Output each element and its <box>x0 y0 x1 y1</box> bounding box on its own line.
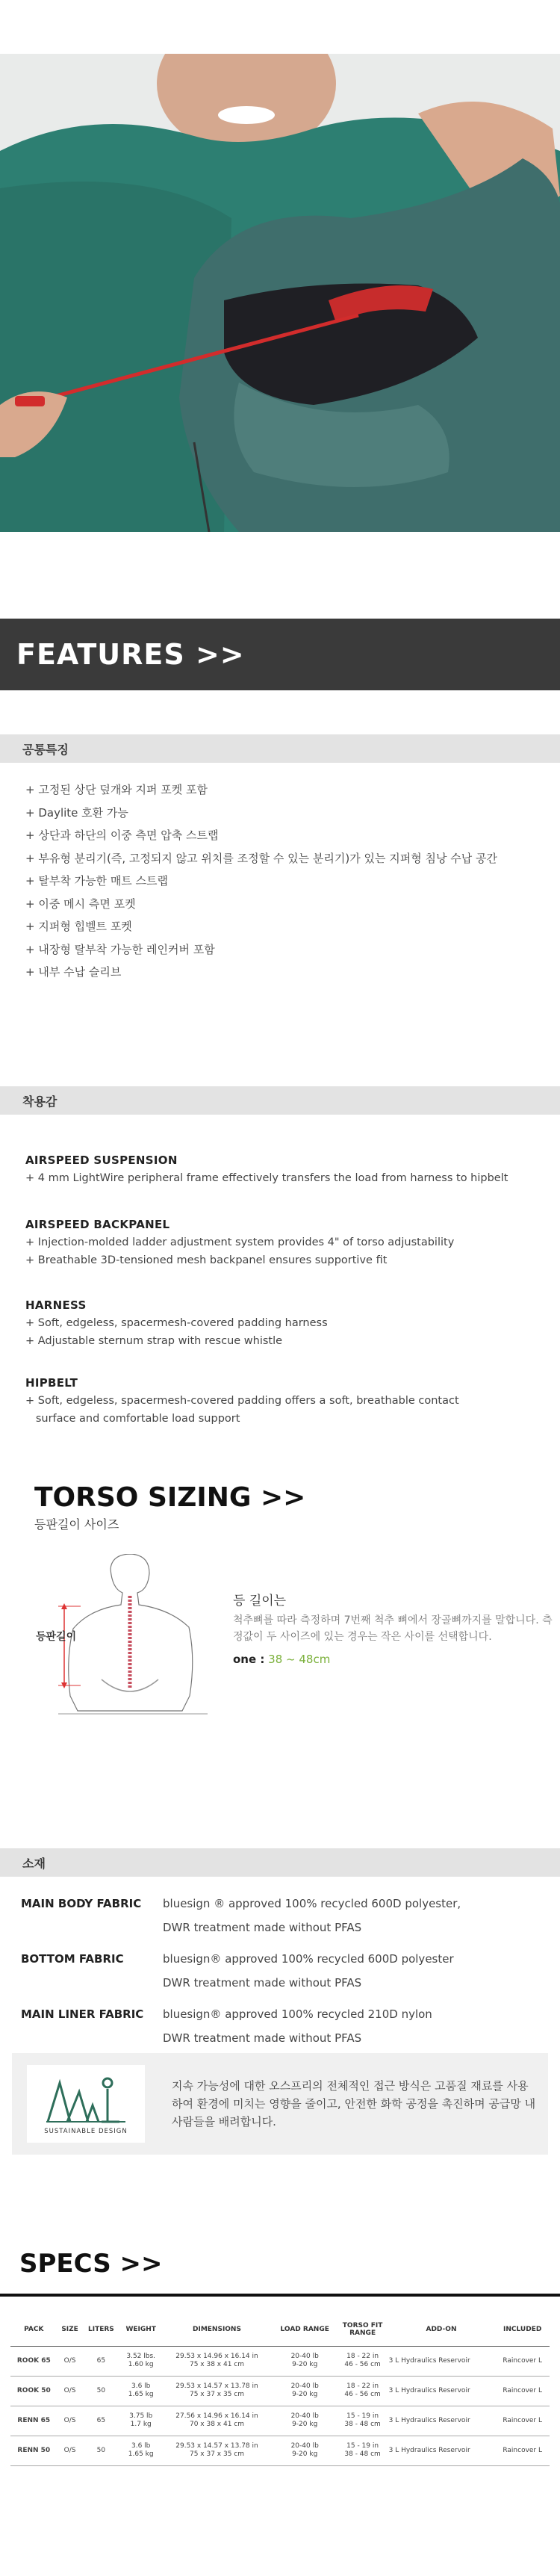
product-photo <box>0 54 560 532</box>
table-row <box>10 2346 550 2376</box>
specs-col-header: SIZE <box>57 2313 83 2346</box>
table-cell: 27.56 x 14.96 x 16.14 in 70 x 38 x 41 cm <box>162 2406 272 2436</box>
specs-col-header: INCLUDED <box>495 2313 550 2346</box>
table-cell: Raincover L <box>495 2376 550 2406</box>
table-cell: Raincover L <box>495 2406 550 2436</box>
table-cell: O/S <box>57 2436 83 2465</box>
features-title: FEATURES >> <box>16 638 245 671</box>
table-cell: 20-40 lb 9-20 kg <box>272 2376 338 2406</box>
table-cell: 65 <box>83 2406 120 2436</box>
table-cell: 29.53 x 14.57 x 13.78 in 75 x 37 x 35 cm <box>162 2376 272 2406</box>
table-cell: 65 <box>83 2346 120 2376</box>
table-cell: 3.6 lb 1.65 kg <box>119 2436 162 2465</box>
common-features-header <box>0 734 560 763</box>
fit-block-hipbelt <box>25 1376 548 1428</box>
specs-title: SPECS >> <box>19 2249 163 2279</box>
fit-block-line: + Soft, edgeless, spacermesh-covered padding offers a soft, breathable contact <box>25 1395 459 1407</box>
table-cell: 50 <box>83 2376 120 2406</box>
table-cell: 18 - 22 in 46 - 56 cm <box>338 2376 388 2406</box>
material-value <box>163 1892 544 1939</box>
fit-block-backpanel <box>25 1218 548 1269</box>
materials-heading: 소재 <box>22 1856 46 1871</box>
table-cell: 3.6 lb 1.65 kg <box>119 2376 162 2406</box>
specs-col-header: WEIGHT <box>119 2313 162 2346</box>
list-item: + Daylite 호환 가능 <box>25 805 128 820</box>
specs-col-header: PACK <box>10 2313 57 2346</box>
list-item: + 고정된 상단 덮개와 지퍼 포켓 포함 <box>25 783 208 796</box>
sustainable-mountain-icon <box>45 2072 127 2125</box>
material-value <box>163 2002 544 2050</box>
torso-sizing-title: TORSO SIZING >> <box>34 1482 306 1513</box>
table-cell: 29.53 x 14.96 x 16.14 in 75 x 38 x 41 cm <box>162 2346 272 2376</box>
table-cell: ROOK 65 <box>10 2346 57 2376</box>
materials-table <box>21 1892 544 2058</box>
torso-label: 등 길이는 <box>233 1594 287 1609</box>
features-banner <box>0 619 560 690</box>
fit-block-line: + Breathable 3D-tensioned mesh backpanel ensures supportive fit <box>25 1254 388 1266</box>
specs-header-row <box>10 2313 550 2346</box>
material-label: BOTTOM FABRIC <box>21 1952 124 1966</box>
table-cell: Raincover L <box>495 2436 550 2465</box>
table-cell: RENN 50 <box>10 2436 57 2465</box>
list-item: + 이중 메시 측면 포켓 <box>25 897 136 911</box>
table-cell: 20-40 lb 9-20 kg <box>272 2406 338 2436</box>
specs-divider <box>0 2294 560 2297</box>
fit-block-title: HIPBELT <box>25 1376 78 1390</box>
sustainable-design-caption: SUSTAINABLE DESIGN <box>44 2128 128 2135</box>
table-cell: 18 - 22 in 46 - 56 cm <box>338 2346 388 2376</box>
material-row <box>21 1892 544 1939</box>
torso-sizing-subtitle: 등판길이 사이즈 <box>34 1517 119 1532</box>
list-item: + 탈부착 가능한 매트 스트랩 <box>25 874 169 888</box>
list-item: + 내부 수납 슬리브 <box>25 965 122 979</box>
torso-description: 척추뼈를 따라 측정하며 7번째 척추 뼈에서 장골뼈까지를 말합니다. 측정값이 두 사이즈에 있는 경우는 작은 사이를 선택합니다. <box>233 1614 553 1643</box>
specs-col-header: LOAD RANGE <box>272 2313 338 2346</box>
table-cell: Raincover L <box>495 2346 550 2376</box>
material-label: MAIN LINER FABRIC <box>21 2007 144 2021</box>
fit-block-title: AIRSPEED SUSPENSION <box>25 1154 178 1167</box>
table-row <box>10 2436 550 2465</box>
sustainable-design-box <box>12 2053 548 2155</box>
specs-body <box>10 2346 550 2465</box>
specs-col-header: LITERS <box>83 2313 120 2346</box>
torso-figure-label: 등판길이 <box>36 1631 77 1643</box>
material-line: DWR treatment made without PFAS <box>163 2031 362 2045</box>
torso-range <box>233 1653 330 1666</box>
specs-col-header: DIMENSIONS <box>162 2313 272 2346</box>
fit-heading: 착용감 <box>22 1094 57 1109</box>
specs-col-header: TORSO FIT RANGE <box>338 2313 388 2346</box>
material-line: DWR treatment made without PFAS <box>163 1976 362 1990</box>
table-cell: 3 L Hydraulics Reservoir <box>388 2346 496 2376</box>
fit-block-suspension <box>25 1154 548 1187</box>
material-line: DWR treatment made without PFAS <box>163 1921 362 1934</box>
fit-header <box>0 1086 560 1115</box>
common-features-heading: 공통특징 <box>22 742 69 757</box>
table-cell: 20-40 lb 9-20 kg <box>272 2346 338 2376</box>
table-cell: 3 L Hydraulics Reservoir <box>388 2406 496 2436</box>
specs-col-header: ADD-ON <box>388 2313 496 2346</box>
table-cell: 3 L Hydraulics Reservoir <box>388 2376 496 2406</box>
materials-header <box>0 1848 560 1877</box>
sustainable-design-text: 지속 가능성에 대한 오스프리의 전체적인 접근 방식은 고품질 재료를 사용하여 환경에 미치는 영향을 줄이고, 안전한 화학 공정을 촉진하며 공급망 내 사람들을 배려합니다. <box>172 2079 536 2128</box>
material-value <box>163 1947 544 1995</box>
table-row <box>10 2376 550 2406</box>
fit-block-harness <box>25 1298 548 1350</box>
common-features-list <box>25 778 497 984</box>
table-cell: 15 - 19 in 38 - 48 cm <box>338 2436 388 2465</box>
material-line: bluesign® approved 100% recycled 210D nylon <box>163 2007 432 2021</box>
fit-block-line: + Soft, edgeless, spacermesh-covered padding harness <box>25 1317 328 1329</box>
fit-block-title: AIRSPEED BACKPANEL <box>25 1218 170 1231</box>
fit-block-title: HARNESS <box>25 1298 87 1312</box>
specs-table <box>10 2313 550 2466</box>
material-row <box>21 2002 544 2050</box>
table-cell: 3.52 lbs. 1.60 kg <box>119 2346 162 2376</box>
table-cell: 20-40 lb 9-20 kg <box>272 2436 338 2465</box>
table-cell: O/S <box>57 2376 83 2406</box>
list-item: + 지퍼형 힙벨트 포켓 <box>25 920 132 933</box>
material-row <box>21 1947 544 1995</box>
fit-block-line: + Injection-molded ladder adjustment system provides 4" of torso adjustability <box>25 1236 455 1248</box>
material-label: MAIN BODY FABRIC <box>21 1897 142 1910</box>
torso-range-value: 38 ~ 48cm <box>268 1653 331 1666</box>
table-cell: 29.53 x 14.57 x 13.78 in 75 x 37 x 35 cm <box>162 2436 272 2465</box>
table-row <box>10 2406 550 2436</box>
table-cell: O/S <box>57 2346 83 2376</box>
torso-range-label: one : <box>233 1653 265 1666</box>
sustainable-design-logo <box>27 2065 145 2143</box>
fit-block-line: + Adjustable sternum strap with rescue whistle <box>25 1335 283 1347</box>
fit-block-line: + 4 mm LightWire peripheral frame effectively transfers the load from harness to hipbelt <box>25 1172 508 1184</box>
table-cell: 50 <box>83 2436 120 2465</box>
list-item: + 내장형 탈부착 가능한 레인커버 포함 <box>25 942 215 956</box>
material-line: bluesign® approved 100% recycled 600D polyester <box>163 1952 454 1966</box>
list-item: + 상단과 하단의 이중 측면 압축 스트랩 <box>25 829 219 842</box>
table-cell: 15 - 19 in 38 - 48 cm <box>338 2406 388 2436</box>
table-cell: ROOK 50 <box>10 2376 57 2406</box>
table-cell: 3 L Hydraulics Reservoir <box>388 2436 496 2465</box>
table-cell: RENN 65 <box>10 2406 57 2436</box>
material-line: bluesign ® approved 100% recycled 600D polyester, <box>163 1897 461 1910</box>
table-cell: O/S <box>57 2406 83 2436</box>
table-cell: 3.75 lb 1.7 kg <box>119 2406 162 2436</box>
list-item: + 부유형 분리기(즉, 고정되지 않고 위치를 조정할 수 있는 분리기)가 있는 지퍼형 침낭 수납 공간 <box>25 851 497 865</box>
fit-block-line: surface and comfortable load support <box>25 1413 240 1425</box>
